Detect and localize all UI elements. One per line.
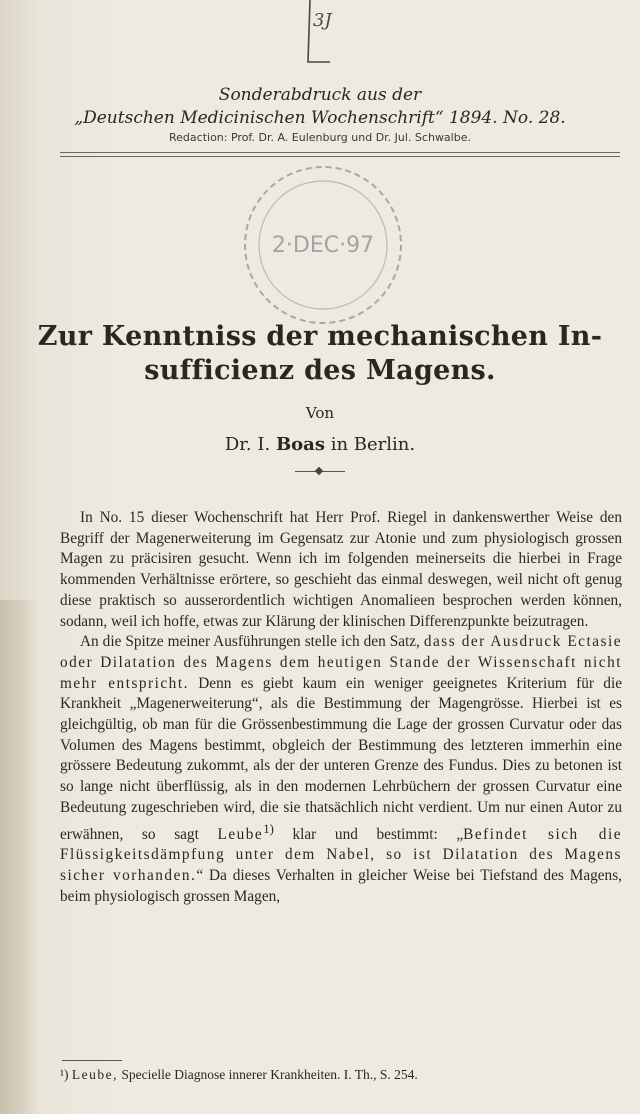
author-place: in Berlin. xyxy=(330,434,416,455)
author-line xyxy=(0,434,640,455)
spaced-emphasis: dass der Ausdruck Ectasie oder Dilatation des Magens dem heutigen Stande der Wissenschaft nicht mehr entspricht. xyxy=(60,633,622,692)
reprint-note: Sonderabdruck aus der xyxy=(218,85,422,105)
byline-von: Von xyxy=(305,404,335,422)
author-prefix: Dr. I. xyxy=(224,434,271,455)
article-body xyxy=(60,508,622,907)
journal-citation: „Deutschen Medicinischen Wochenschrift“ 1894. No. 28. xyxy=(74,108,566,128)
article-title-line-1: Zur Kenntniss der mechanischen In- xyxy=(37,321,603,352)
article-title-block xyxy=(0,320,640,475)
title-ornament xyxy=(295,467,345,475)
paragraph-1: In No. 15 dieser Wochenschrift hat Herr Prof. Riegel in dankenswerther Weise den Begriff der Magenerweiterung im Gegensatz zur Atonie und zum physiologisch grossen Magen zu präcisiren gesucht. Wenn ich im folgenden meinerseits die hierbei in Frage kommenden Verhältnisse erörtere, so geschieht das einmal deswegen, weil nicht oft genug diese praktisch so ausserordentlich wichtigen Anomalieen besprochen werden können, sodann, weil ich hoffe, etwas zur Klärung der klinischen Differenzpunkte beizutragen. xyxy=(60,509,622,630)
cited-author: Leube xyxy=(217,825,264,843)
footnote-author: Leube, xyxy=(71,1067,119,1082)
article-title-line-2: sufficienz des Magens. xyxy=(144,355,496,386)
paragraph-2: An die Spitze meiner Ausführungen stelle ich den Satz, dass der Ausdruck Ectasie oder Dilatation des Magens dem heutigen Stande der Wissenschaft nicht mehr entspricht. Denn es giebt kaum ein weniger geeignetes Kriterium für die Krankheit „Magenerweiterung“, als die Bestimmung der Magengrösse. Hierbei ist es gleichgültig, ob man für die Grössenbestimmung die Lage der grossen Curvatur oder das Volumen des Magens bestimmt, obgleich der Bestimmung des letzteren immerhin eine grössere Bedeutung zukommt, als der der unteren Grenze des Fundus. Dies zu betonen ist so lange nicht überflüssig, als in den modernen Lehrbüchern der grossen Curvatur eine Bedeutung zugeschrieben wird, die sie thatsächlich nicht verdient. Um nur einen Autor zu erwähnen, so sagt Leube$^{1)}$ klar und bestimmt: „Befindet sich die Flüssigkeitsdämpfung unter dem Nabel, so ist Dilatation des Magens sicher vorhanden.“ Da dieses Verhalten in gleicher Weise bei Tiefstand des Magens, beim physiologisch grossen Magen, xyxy=(60,633,622,905)
handwritten-shelfmark: 3J xyxy=(313,10,332,31)
edge-stain xyxy=(0,600,40,1114)
stamp-date: 2·DEC·97 xyxy=(271,233,375,258)
header-double-rule xyxy=(60,152,620,157)
footnote-text: Specielle Diagnose innerer Krankheiten. I. Th., S. 254. xyxy=(118,1067,418,1082)
footnote-mark: ¹) xyxy=(60,1067,69,1082)
author-name: Boas xyxy=(275,434,325,455)
footnote xyxy=(60,1066,622,1084)
library-stamp-icon xyxy=(238,160,408,330)
editors-line: Redaction: Prof. Dr. A. Eulenburg und Dr. Jul. Schwalbe. xyxy=(169,131,471,144)
footnote-ref: 1) xyxy=(263,821,274,836)
quoted-rule: Befindet sich die Flüssigkeitsdämpfung unter dem Nabel, so ist Dilatation des Magens sicher vorhanden. xyxy=(60,825,622,885)
footnote-rule xyxy=(62,1060,122,1061)
reprint-header xyxy=(0,84,640,146)
